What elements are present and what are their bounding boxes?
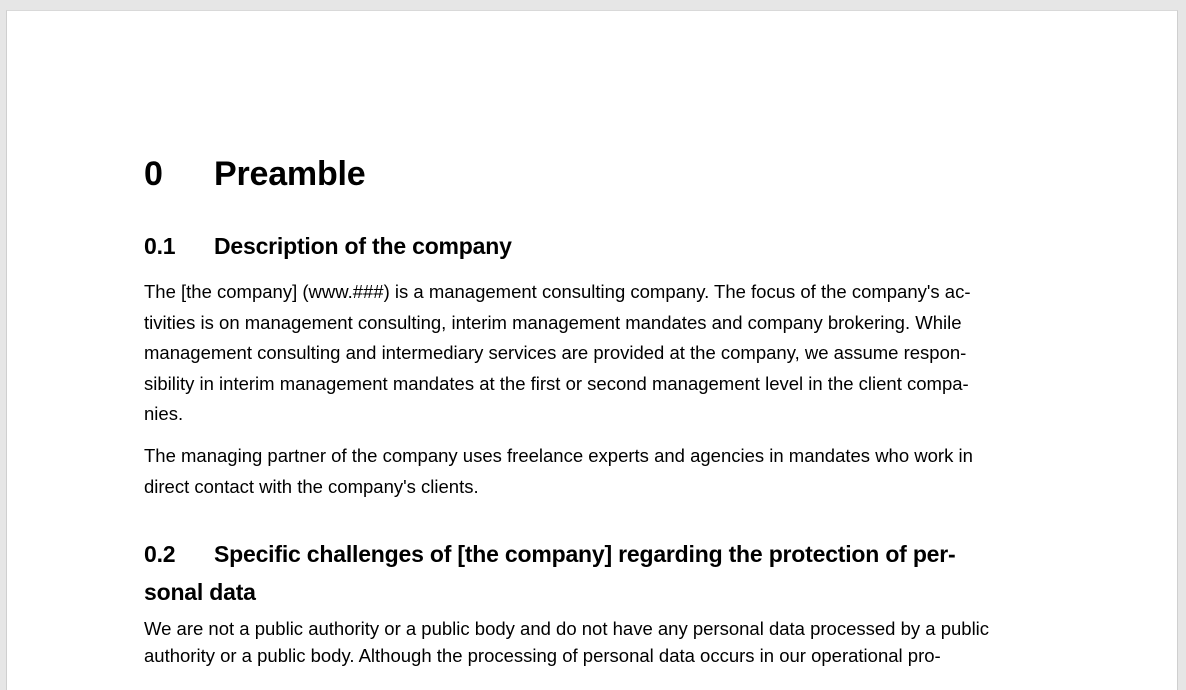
text-line: nies.	[144, 403, 184, 424]
paragraph-public-authority	[144, 615, 1044, 669]
heading-title-line-2: sonal data	[144, 579, 256, 605]
paragraph-managing-partner	[144, 441, 1044, 502]
text-line: The managing partner of the company uses freelance experts and agencies in mandates who work in	[144, 445, 973, 466]
heading-number: 0.2	[144, 541, 176, 567]
heading-title: Description of the company	[214, 233, 512, 259]
heading-number: 0	[144, 155, 163, 193]
heading-title-line-1: Specific challenges of [the company] regarding the protection of per-	[214, 541, 956, 567]
heading-title: Preamble	[214, 155, 366, 193]
text-line: We are not a public authority or a public body and do not have any personal data processed by a public	[144, 618, 990, 639]
heading-number: 0.1	[144, 233, 176, 259]
text-line: management consulting and intermediary services are provided at the company, we assume respon-	[144, 342, 967, 363]
text-line: authority or a public body. Although the processing of personal data occurs in our operational pro-	[144, 645, 941, 666]
paragraph-company-description	[144, 277, 1044, 430]
text-line: sibility in interim management mandates at the first or second management level in the client compa-	[144, 372, 969, 394]
text-line: direct contact with the company's clients.	[144, 475, 479, 497]
text-line: The [the company] (www.###) is a management consulting company. The focus of the company's ac-	[144, 281, 971, 302]
text-line: tivities is on management consulting, interim management mandates and company brokering. While	[144, 311, 962, 333]
document-page	[6, 10, 1178, 690]
